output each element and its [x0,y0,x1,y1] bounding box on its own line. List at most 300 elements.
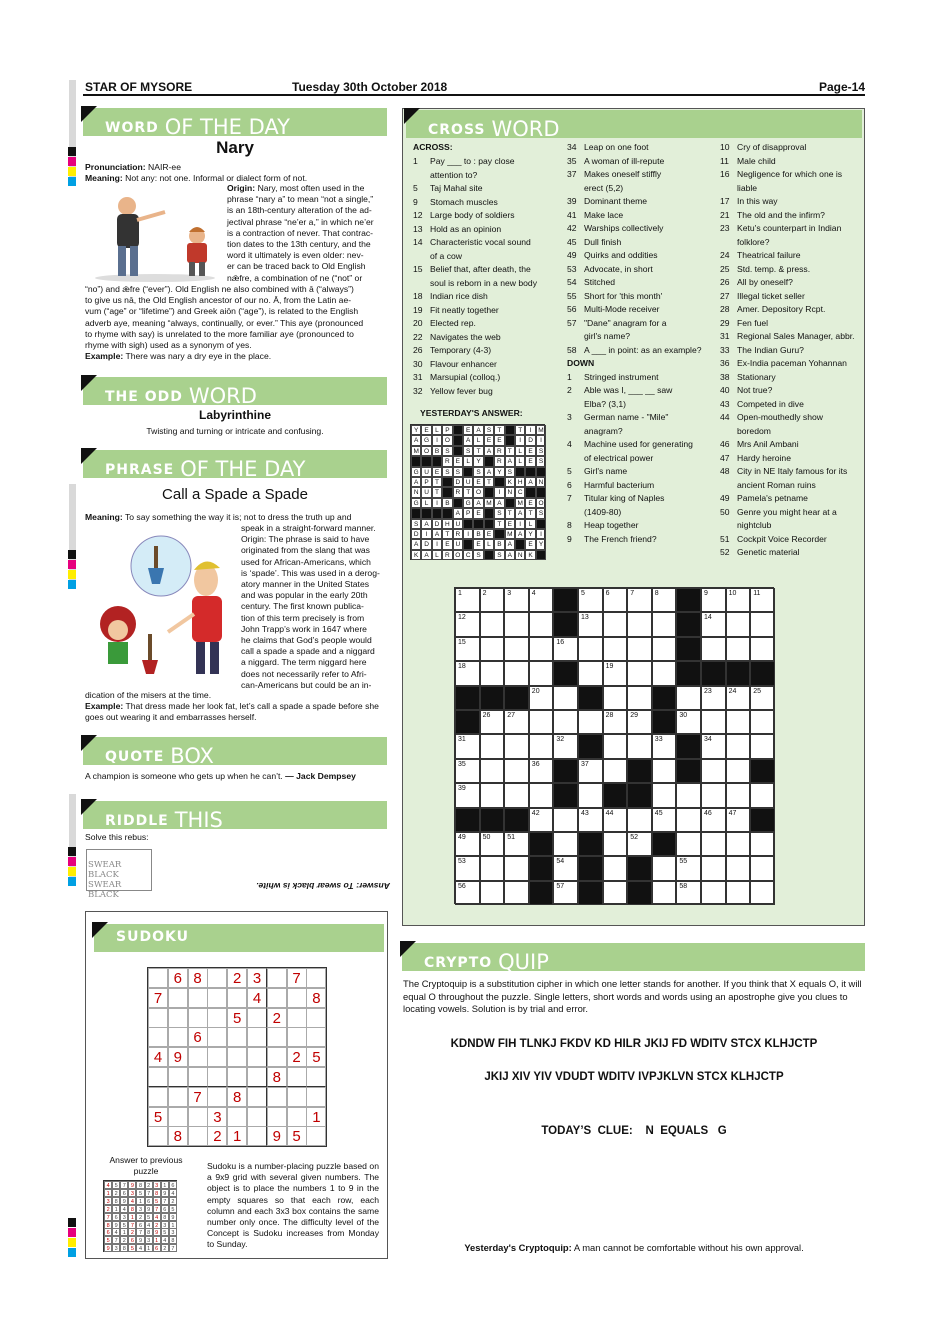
crossword-cell[interactable] [652,856,677,880]
yesterday-cell: S [453,467,463,477]
yesterday-cell: L [525,519,535,529]
sudoku-cell[interactable]: 2 [207,1126,227,1146]
sudoku-cell[interactable]: 7 [188,1087,208,1107]
sudoku-cell[interactable] [267,988,287,1008]
clue-number: 39 [567,196,577,206]
clue-text: Cockpit Voice Recorder [737,533,827,544]
clue-text: German name - "Mile" [584,412,669,422]
crossword-cell[interactable] [726,710,751,734]
clue-row [413,263,553,277]
sudoku-cell[interactable] [287,1027,307,1047]
sudoku-cell[interactable] [148,1027,168,1047]
crossword-cell[interactable]: 12 [455,612,480,636]
crossword-cell[interactable] [603,612,628,636]
crossword-cell[interactable] [553,686,578,710]
crossword-cell[interactable] [529,661,554,685]
sudoku-cell[interactable] [267,1107,287,1127]
clue-row [413,155,553,169]
crossword-cell[interactable]: 10 [726,588,751,612]
crossword-cell[interactable] [627,808,652,832]
crossword-cell[interactable]: 39 [455,783,480,807]
sudoku-cell[interactable] [207,1008,227,1028]
sudoku-cell[interactable]: 3 [247,968,267,988]
clue-text: Stitched [584,277,616,287]
clue-text: anagram? [584,425,623,436]
sudoku-cell[interactable] [267,968,287,988]
sudoku-cell[interactable] [188,1126,208,1146]
sudoku-cell[interactable] [247,1126,267,1146]
sudoku-cell[interactable] [207,1027,227,1047]
sudoku-cell[interactable]: 5 [227,1008,247,1028]
sudoku-cell[interactable] [247,1067,267,1087]
sudoku-cell[interactable] [287,1087,307,1107]
clue-row [413,304,553,318]
crossword-cell[interactable] [676,783,701,807]
sudoku-cell[interactable]: 4 [247,988,267,1008]
sudoku-cell[interactable]: 2 [227,968,247,988]
sudoku-cell[interactable]: 1 [227,1126,247,1146]
yesterday-cell: L [421,498,431,508]
sudoku-cell[interactable] [207,988,227,1008]
clue-number: 43 [720,398,730,409]
sudoku-cell[interactable] [207,968,227,988]
clue-row [567,263,717,277]
sudoku-cell[interactable] [306,1008,326,1028]
yesterday-cell [494,529,504,539]
crossword-cell[interactable] [603,881,628,905]
crossword-cell[interactable]: 7 [627,588,652,612]
yesterday-cell: E [525,539,535,549]
crossword-cell[interactable] [480,661,505,685]
yesterday-cell: T [463,487,473,497]
prev-sudoku-cell: 1 [104,1189,112,1197]
sudoku-cell[interactable]: 5 [148,1107,168,1127]
sudoku-cell[interactable]: 4 [148,1047,168,1067]
sudoku-cell[interactable] [168,1087,188,1107]
crossword-cell[interactable] [750,710,775,734]
yesterday-cell: U [421,467,431,477]
crossword-cell[interactable] [529,612,554,636]
clue-text: A woman of ill-repute [584,155,665,166]
prev-sudoku-cell: 7 [104,1213,112,1221]
yesterday-cell: Y [494,467,504,477]
crossword-cell[interactable]: 37 [578,759,603,783]
prev-sudoku-cell: 3 [161,1221,169,1229]
yesterday-cell [442,477,452,487]
clue-row [567,155,717,169]
crossword-cell[interactable] [480,612,505,636]
crossword-cell[interactable]: 58 [676,881,701,905]
crossword-cell[interactable] [627,612,652,636]
prev-sudoku-cell: 3 [128,1189,136,1197]
crossword-cell[interactable] [603,637,628,661]
clue-number: 3 [567,412,572,422]
crossword-cell[interactable] [553,832,578,856]
prev-sudoku-cell: 5 [161,1228,169,1236]
yesterday-cell: S [442,467,452,477]
clue-number [720,519,737,533]
crossword-cell[interactable] [701,710,726,734]
yesterday-cell: T [494,425,504,435]
sudoku-cell[interactable] [227,1047,247,1067]
sudoku-cell[interactable]: 6 [168,968,188,988]
clue-number [413,169,430,183]
crossword-cell[interactable]: 44 [603,808,628,832]
crossword-cell[interactable] [603,832,628,856]
crossword-cell[interactable] [652,783,677,807]
yesterday-cell: I [515,519,525,529]
prev-sudoku-cell: 7 [112,1236,120,1244]
crossword-cell[interactable]: 34 [701,734,726,758]
yesterday-cell [515,539,525,549]
sudoku-cell[interactable]: 9 [168,1047,188,1067]
color-marks [68,847,76,887]
sudoku-cell[interactable] [306,1087,326,1107]
sudoku-cell[interactable]: 8 [306,988,326,1008]
crossword-cell[interactable]: 52 [627,832,652,856]
crossword-cell[interactable] [504,759,529,783]
crossword-cell[interactable] [529,783,554,807]
crossword-cell[interactable] [701,881,726,905]
sudoku-cell[interactable] [247,1087,267,1107]
sudoku-cell[interactable] [227,1067,247,1087]
sudoku-cell[interactable] [227,1027,247,1047]
prev-sudoku-cell: 4 [120,1205,128,1213]
sudoku-cell[interactable] [287,1067,307,1087]
prev-sudoku-cell: 7 [120,1181,128,1189]
crossword-cell[interactable] [603,856,628,880]
crossword-cell[interactable]: 36 [529,759,554,783]
clue-text: Not true? [737,385,773,395]
crossword-cell[interactable] [701,856,726,880]
crossword-cell[interactable] [504,856,529,880]
sudoku-cell[interactable] [207,1087,227,1107]
crossword-cell[interactable] [504,612,529,636]
yesterday-cell: P [442,425,452,435]
crossword-cell[interactable] [627,661,652,685]
sudoku-cell[interactable] [148,1008,168,1028]
crossword-cell[interactable] [701,832,726,856]
crossword-cell[interactable]: 25 [750,686,775,710]
sudoku-cell[interactable] [287,988,307,1008]
crossword-cell[interactable]: 11 [750,588,775,612]
sudoku-cell[interactable] [306,968,326,988]
crossword-cell[interactable]: 2 [480,588,505,612]
prev-sudoku-cell: 1 [128,1213,136,1221]
crossword-cell[interactable]: 18 [455,661,480,685]
crossword-cell[interactable] [652,881,677,905]
crossword-cell[interactable] [480,783,505,807]
clue-text: The old and the infirm? [737,209,825,220]
crossword-cell[interactable] [726,881,751,905]
crossword-cell[interactable]: 27 [504,710,529,734]
sudoku-grid[interactable] [147,967,327,1147]
crossword-cell[interactable] [480,856,505,880]
crossword-cell[interactable] [480,637,505,661]
crossword-cell[interactable] [578,710,603,734]
sudoku-cell[interactable] [287,1107,307,1127]
crossword-cell[interactable]: 16 [553,637,578,661]
sudoku-cell[interactable] [207,1047,227,1067]
sudoku-cell[interactable] [247,1047,267,1067]
sudoku-cell[interactable] [207,1067,227,1087]
riddle-prompt: Solve this rebus: [85,832,149,842]
crossword-cell[interactable] [504,637,529,661]
crossword-cell[interactable] [529,637,554,661]
crossword-cell[interactable] [529,710,554,734]
crossword-cell[interactable]: 23 [701,686,726,710]
sudoku-cell[interactable] [188,1008,208,1028]
crossword-cell[interactable] [750,612,775,636]
sudoku-cell[interactable]: 8 [168,1126,188,1146]
sudoku-cell[interactable] [306,1126,326,1146]
crossword-cell [529,832,554,856]
sudoku-cell[interactable]: 7 [148,988,168,1008]
yesterday-cell: S [442,446,452,456]
clue-number: 49 [567,250,577,260]
clue-number: 19 [413,304,423,315]
yesterday-cell: R [442,456,452,466]
crossword-cell[interactable]: 26 [480,710,505,734]
crossword-cell [676,612,701,636]
sudoku-cell[interactable] [168,1027,188,1047]
crossword-cell[interactable] [578,661,603,685]
prev-sudoku-cell: 8 [145,1228,153,1236]
crossword-cell[interactable] [701,783,726,807]
crossword-cell[interactable] [529,734,554,758]
sudoku-cell[interactable] [148,1126,168,1146]
sudoku-cell[interactable] [148,1067,168,1087]
crossword-cell [553,588,578,612]
sudoku-cell[interactable]: 2 [267,1008,287,1028]
crossword-cell[interactable]: 13 [578,612,603,636]
sudoku-cell[interactable] [306,1067,326,1087]
crossword-cell[interactable] [726,783,751,807]
crossword-cell[interactable] [627,734,652,758]
crossword-cell[interactable]: 8 [652,588,677,612]
crossword-cell[interactable] [701,759,726,783]
crossword-cell [627,759,652,783]
crossword-cell[interactable] [504,661,529,685]
crossword-cell[interactable] [750,783,775,807]
crossword-cell[interactable]: 19 [603,661,628,685]
sudoku-cell[interactable] [267,1047,287,1067]
crossword-cell[interactable] [652,637,677,661]
crossword-cell[interactable]: 28 [603,710,628,734]
crossword-cell[interactable] [627,637,652,661]
sudoku-cell[interactable] [247,1008,267,1028]
sudoku-cell[interactable] [168,1008,188,1028]
clue-row [413,371,553,385]
crossword-cell[interactable]: 32 [553,734,578,758]
sudoku-cell[interactable]: 9 [267,1126,287,1146]
clue-row [413,317,553,331]
yesterday-cell: M [505,529,515,539]
sudoku-cell[interactable] [227,1107,247,1127]
crossword-cell[interactable]: 54 [553,856,578,880]
sudoku-cell[interactable]: 5 [287,1126,307,1146]
clue-row [567,452,717,466]
crossword-cell[interactable] [726,612,751,636]
cryptoquip-line1: KDNDW FIH TLNKJ FKDV KD HILR JKIJ FD WDITV STCX KLHJCTP [450,1038,818,1050]
yesterday-cell: A [484,467,494,477]
crossword-cell[interactable] [480,734,505,758]
crossword-cell[interactable] [504,881,529,905]
crossword-cell[interactable] [726,856,751,880]
sudoku-cell[interactable]: 1 [306,1107,326,1127]
sudoku-cell[interactable] [287,1008,307,1028]
clue-row [413,385,553,399]
sudoku-cell[interactable]: 6 [188,1027,208,1047]
crossword-cell[interactable]: 35 [455,759,480,783]
clue-text: Taj Mahal site [430,183,483,193]
crossword-cell[interactable] [652,612,677,636]
crossword-cell[interactable] [676,832,701,856]
yesterday-cell [473,519,483,529]
sudoku-cell[interactable] [247,1107,267,1127]
sudoku-cell[interactable] [267,1087,287,1107]
crossword-cell[interactable]: 50 [480,832,505,856]
crossword-cell[interactable] [750,832,775,856]
crossword-cell[interactable]: 29 [627,710,652,734]
crossword-cell[interactable] [603,686,628,710]
crossword-cell[interactable] [553,710,578,734]
crossword-cell[interactable]: 3 [504,588,529,612]
crossword-cell[interactable]: 55 [676,856,701,880]
crossword-cell[interactable]: 30 [676,710,701,734]
yesterday-cell: T [515,425,525,435]
crossword-cell[interactable]: 15 [455,637,480,661]
sudoku-cell[interactable] [188,1067,208,1087]
crossword-cell[interactable] [603,734,628,758]
crossword-cell[interactable] [480,881,505,905]
clue-text: Yellow fever bug [430,385,493,396]
crossword-cell[interactable] [750,734,775,758]
crossword-cell[interactable] [726,734,751,758]
sudoku-cell[interactable]: 3 [207,1107,227,1127]
clue-number: 29 [720,317,730,328]
sudoku-cell[interactable] [267,1027,287,1047]
sudoku-cell[interactable]: 8 [188,968,208,988]
crossword-cell[interactable] [480,759,505,783]
crossword-cell[interactable]: 9 [701,588,726,612]
clue-number: 4 [567,439,572,449]
crossword-grid[interactable] [454,587,774,904]
crossword-cell[interactable] [504,783,529,807]
crossword-cell[interactable]: 45 [652,808,677,832]
sudoku-cell[interactable] [227,988,247,1008]
crossword-cell[interactable] [652,759,677,783]
yesterday-cell: S [484,425,494,435]
clue-row [413,250,553,264]
prev-sudoku-cell: 9 [112,1221,120,1229]
crossword-cell[interactable] [701,637,726,661]
crossword-cell[interactable]: 20 [529,686,554,710]
crossword-cell[interactable]: 14 [701,612,726,636]
crossword-cell[interactable] [504,734,529,758]
crossword-cell[interactable]: 57 [553,881,578,905]
sudoku-cell[interactable] [247,1027,267,1047]
crossword-cell[interactable] [578,637,603,661]
crossword-cell[interactable] [676,808,701,832]
crossword-cell[interactable] [652,661,677,685]
crossword-cell[interactable] [726,832,751,856]
clue-row [720,317,860,331]
crossword-cell[interactable]: 49 [455,832,480,856]
crossword-cell[interactable] [627,686,652,710]
crossword-cell[interactable]: 33 [652,734,677,758]
sudoku-cell[interactable] [168,988,188,1008]
crossword-cell[interactable] [750,856,775,880]
clue-number: 55 [567,290,577,301]
clue-row [567,276,717,290]
crossword-cell[interactable]: 47 [726,808,751,832]
yesterday-cell [463,519,473,529]
sudoku-cell[interactable]: 7 [287,968,307,988]
sudoku-cell[interactable]: 8 [227,1087,247,1107]
crossword-cell[interactable]: 6 [603,588,628,612]
crossword-cell[interactable]: 46 [701,808,726,832]
crossword-cell[interactable] [553,808,578,832]
crossword-cell[interactable] [676,686,701,710]
crossword-cell[interactable]: 4 [529,588,554,612]
yesterday-cell: A [494,498,504,508]
sudoku-cell[interactable] [148,968,168,988]
sudoku-cell[interactable] [168,1107,188,1127]
sudoku-cell[interactable]: 8 [267,1067,287,1087]
crossword-cell[interactable]: 43 [578,808,603,832]
clue-number: 1 [413,156,418,166]
crossword-cell[interactable]: 5 [578,588,603,612]
sudoku-cell[interactable] [306,1027,326,1047]
clue-number: 6 [567,479,572,490]
crossword-cell[interactable] [726,759,751,783]
sudoku-cell[interactable] [148,1087,168,1107]
sudoku-cell[interactable] [168,1067,188,1087]
crossword-cell[interactable]: 31 [455,734,480,758]
crossword-cell[interactable] [750,881,775,905]
crossword-cell[interactable]: 1 [455,588,480,612]
yesterday-cell: U [453,539,463,549]
sudoku-cell[interactable] [188,1107,208,1127]
crossword-cell[interactable] [750,637,775,661]
clue-number: 48 [720,466,730,476]
crossword-cell[interactable] [578,783,603,807]
sudoku-cell[interactable]: 5 [306,1047,326,1067]
yesterday-cell: Y [525,529,535,539]
crossword-cell[interactable]: 51 [504,832,529,856]
clue-number: 20 [413,318,423,328]
yesterday-cell: I [421,529,431,539]
sudoku-cell[interactable]: 2 [287,1047,307,1067]
crossword-cell[interactable] [726,637,751,661]
clue-row [720,506,860,520]
yesterday-cell: D [453,477,463,487]
clue-number: 50 [720,506,730,517]
yesterday-cell: L [432,550,442,560]
crossword-cell[interactable]: 42 [529,808,554,832]
crossword-cell[interactable] [603,759,628,783]
prev-sudoku-cell: 5 [112,1181,120,1189]
crossword-cell[interactable]: 53 [455,856,480,880]
clue-row [720,330,860,344]
crossword-cell[interactable]: 56 [455,881,480,905]
sudoku-cell[interactable] [188,988,208,1008]
yesterday-cell: S [505,467,515,477]
prev-sudoku-cell: 4 [128,1197,136,1205]
crossword-cell[interactable]: 24 [726,686,751,710]
sudoku-cell[interactable] [188,1047,208,1067]
